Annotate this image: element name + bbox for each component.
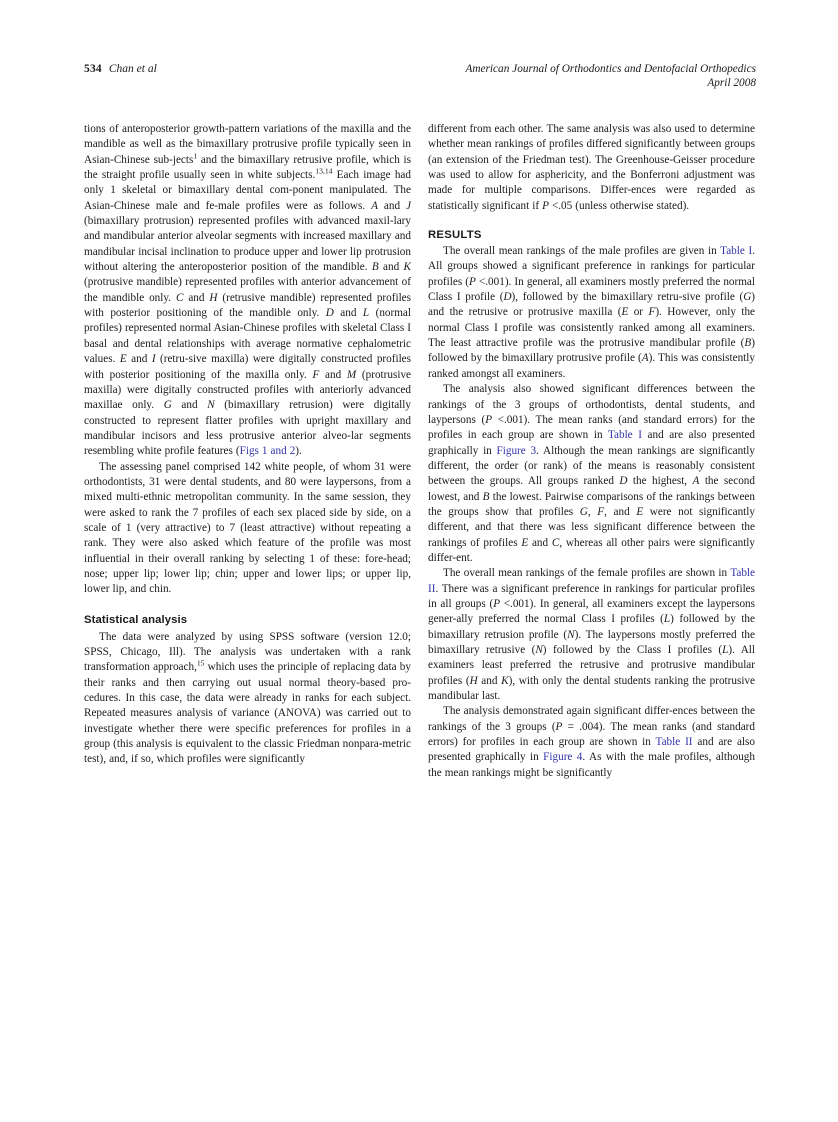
paragraph-group-differences-female bbox=[428, 704, 755, 781]
text-run: ). bbox=[295, 445, 302, 458]
table-link-table-1[interactable]: Table I bbox=[607, 429, 642, 442]
text-run: and are also presented graphically in bbox=[428, 429, 755, 457]
profile-label-M: M bbox=[346, 368, 357, 381]
text-run: and bbox=[378, 261, 404, 274]
text-run: , whereas all other pairs were significantly differ-ent. bbox=[428, 536, 756, 564]
profile-label-F: F bbox=[312, 368, 320, 381]
profile-label-G: G bbox=[743, 291, 752, 304]
profile-label-D: D bbox=[503, 291, 512, 304]
profile-label-L: L bbox=[722, 644, 729, 656]
section-heading-results: RESULTS bbox=[428, 229, 482, 242]
text-run: The overall mean rankings of the female profiles are shown in bbox=[443, 567, 731, 580]
text-run: (retru-sive maxilla) were digitally constructed profiles with posterior positioning of the maxilla only. bbox=[84, 353, 412, 381]
text-run: (protrusive mandible) represented profiles with anterior advancement of the mandible only. bbox=[84, 276, 411, 304]
text-run: <.001). In general, all examiners mostly preferred the normal Class I profile ( bbox=[428, 275, 756, 304]
subheading-statistical-analysis: Statistical analysis bbox=[84, 613, 188, 626]
profile-label-F: F bbox=[648, 306, 656, 319]
text-run: ). All examiners least preferred the retrusive and protrusive mandibular profiles ( bbox=[428, 644, 755, 687]
text-run: = .004). The mean ranks (and standard errors) for profiles in each group are shown in bbox=[428, 720, 755, 749]
profile-label-E: E bbox=[621, 306, 629, 319]
journal-title: American Journal of Orthodontics and Dentofacial Orthopedics bbox=[465, 63, 756, 75]
profile-label-N: N bbox=[207, 399, 215, 412]
text-run: . As with the male profiles, although the mean rankings might be significantly bbox=[428, 751, 755, 779]
paragraph-spss-methods bbox=[84, 630, 411, 768]
profile-label-D: D bbox=[619, 475, 628, 488]
paragraph-female-rankings bbox=[428, 566, 755, 704]
text-run: , and bbox=[604, 505, 637, 518]
profile-label-B: B bbox=[371, 261, 379, 274]
profile-label-H: H bbox=[209, 291, 218, 304]
running-head-authors: Chan et al bbox=[108, 63, 157, 75]
profile-label-C: C bbox=[175, 291, 184, 304]
text-run: (protrusive maxilla) were digitally constructed profiles with anteriorly advanced maxillae only. bbox=[84, 368, 411, 412]
text-run: and bbox=[528, 536, 552, 549]
text-run: and bbox=[477, 674, 502, 687]
profile-label-K: K bbox=[403, 261, 411, 274]
text-run: ), followed by the bimaxillary retru-sive profile ( bbox=[511, 291, 744, 304]
text-run: <.001). The mean ranks (and standard errors) for the profiles in each group are shown in bbox=[428, 413, 756, 442]
text-run: and are also presented graphically in bbox=[428, 736, 755, 764]
text-run: the lowest. Pairwise comparisons of the rankings between the groups show that profiles bbox=[428, 490, 755, 518]
text-run: ). However, only the normal Class I profile was consistently ranked among all examiners. The least attractive profile was the protrusive mandibular profile ( bbox=[428, 306, 756, 350]
text-run: Each image had only 1 skeletal or bimaxillary dental com-ponent manipulated. The Asian-Chinese male and fe-male profiles were as follows. bbox=[84, 169, 411, 212]
right-column bbox=[428, 122, 755, 781]
text-run: (bimaxillary retrusion) were digitally constructed to represent flatter profiles with upright maxillary and mandibular incisors and less protrusive anterior alveo-lar segments resembling white profile features ( bbox=[84, 399, 411, 458]
text-run: the second lowest, and bbox=[428, 475, 755, 503]
text-run: and bbox=[377, 199, 407, 212]
profile-label-C: C bbox=[551, 536, 560, 549]
profile-label-G: G bbox=[163, 399, 172, 412]
text-run: The analysis also showed significant differences between the rankings of the 3 groups of orthodontists, dental students, and laypersons ( bbox=[428, 383, 755, 426]
profile-label-E: E bbox=[521, 536, 529, 549]
profile-label-I: I bbox=[151, 353, 156, 366]
profile-label-B: B bbox=[482, 490, 490, 503]
two-column-body bbox=[84, 122, 756, 781]
reference-number: 15 bbox=[196, 658, 205, 668]
text-run: . There was a significant preference in rankings for particular profiles in all groups ( bbox=[428, 582, 755, 610]
paragraph-profiles-description bbox=[84, 122, 411, 460]
profile-label-L: L bbox=[663, 613, 671, 626]
text-run: The data were analyzed by using SPSS software (version 12.0; SPSS, Chicago, Ill). The analysis was undertaken with a rank transformation approach, bbox=[84, 630, 411, 674]
figure-link-figs-1-2[interactable]: Figs 1 and 2 bbox=[239, 445, 296, 458]
profile-label-E: E bbox=[119, 353, 127, 366]
paragraph-assessing-panel: The assessing panel comprised 142 white people, of whom 31 were orthodontists, 31 were dental students, and 80 were laypersons, from a mixed multi-ethnic metropolitan community. In the same session, they were asked to rank the 7 profiles of each sex placed side by side, on a scale of 1 (very attractive) to 7 (least attractive) without repeating a rank. They were also asked which feature of the profile was most influential in their overall ranking by selecting 1 of these: fore-head; nose; upper lip; lower lip; chin; upper and lower lips; or upper lip, lower lip, and chin. bbox=[84, 460, 411, 596]
text-run: , bbox=[587, 505, 598, 518]
text-run: The overall mean rankings of the male profiles are given in bbox=[443, 245, 721, 258]
profile-label-K: K bbox=[501, 674, 509, 687]
text-run: ), with only the dental students ranking the protrusive mandibular last. bbox=[428, 674, 755, 703]
profile-label-J: J bbox=[406, 199, 411, 212]
text-run: ) followed by the bimaxillary protrusive profile ( bbox=[428, 337, 755, 365]
running-head-left bbox=[84, 62, 157, 76]
profile-label-F: F bbox=[597, 505, 605, 518]
text-run: and bbox=[183, 291, 210, 304]
figure-link-figure-4[interactable]: Figure 4 bbox=[543, 751, 583, 764]
profile-label-E: E bbox=[636, 505, 644, 518]
statistic-symbol-P: P bbox=[542, 199, 549, 212]
figure-link-figure-3[interactable]: Figure 3 bbox=[496, 444, 537, 457]
text-run: <.05 (unless otherwise stated). bbox=[548, 199, 690, 212]
paragraph-statistical-continued bbox=[428, 122, 755, 214]
issue-date: April 2008 bbox=[707, 77, 756, 89]
text-run: and bbox=[333, 307, 363, 320]
text-run: tions of anteroposterior growth-pattern variations of the maxilla and the mandible as well as the bimaxillary protrusive profile typically seen in Asian-Chinese sub-jects bbox=[84, 123, 411, 166]
text-run: <.001). In general, all examiners except the laypersons gener-ally preferred the normal Class I profiles ( bbox=[428, 597, 755, 626]
text-run: (normal profiles) represented normal Asian-Chinese profiles with skeletal Class I basal and dental relationships with average normative cephalometric values. bbox=[84, 307, 412, 366]
page-number: 534 bbox=[84, 63, 102, 75]
text-run: different from each other. The same analysis was also used to determine whether mean rankings of profiles differed significantly between groups (an extension of the Friedman test). The Greenhouse-Geisser procedure was used to allow for asphericity, and the Bonferroni adjustment was made for multiple comparisons. Differ-ences were regarded as statistically significant if bbox=[428, 123, 755, 212]
text-run: The analysis demonstrated again significant differ-ences between the rankings of the 3 groups ( bbox=[428, 705, 755, 733]
text-run: (retrusive mandible) represented profiles with posterior positioning of the mandible only. bbox=[84, 291, 411, 320]
text-run: and bbox=[126, 353, 152, 366]
profile-label-L: L bbox=[362, 307, 370, 320]
text-run: or bbox=[628, 306, 649, 319]
text-run: and the bimaxillary retrusive profile, which is the straight profile usually seen in white subjects. bbox=[84, 153, 411, 182]
text-run: and bbox=[171, 399, 208, 412]
text-run: ) followed by the bimaxillary retrusion profile ( bbox=[428, 613, 755, 641]
profile-label-N: N bbox=[567, 628, 575, 641]
text-run: were not significantly different, and that there was less significant difference between the rankings of profiles bbox=[428, 505, 755, 549]
text-run: (bimaxillary protrusion) represented profiles with advanced maxil-lary and mandibular anterior alveolar segments with increased maxillary and mandibular incisal inclination to produce upper and lower lip protrusion without altering the anteroposterior position of the mandible. bbox=[84, 215, 411, 274]
profile-label-A: A bbox=[641, 352, 649, 365]
text-run: and bbox=[319, 368, 347, 381]
text-run: ) followed by the Class I profiles ( bbox=[542, 644, 723, 656]
profile-label-G: G bbox=[579, 505, 588, 518]
text-run: . Although the mean rankings are significantly different, the order (or rank) of the means is reasonably consistent between the groups. All groups ranked bbox=[428, 444, 755, 488]
reference-marker[interactable] bbox=[315, 166, 332, 175]
statistic-symbol-P: P bbox=[555, 720, 563, 733]
reference-number: 1 bbox=[193, 150, 198, 160]
running-head bbox=[84, 62, 756, 90]
statistic-symbol-P: P bbox=[493, 597, 501, 610]
text-run: ). The laypersons mostly preferred the bimaxillary retrusive ( bbox=[428, 628, 755, 656]
statistic-symbol-P: P bbox=[485, 413, 493, 426]
profile-label-N: N bbox=[535, 644, 543, 656]
profile-label-A: A bbox=[371, 199, 378, 212]
text-run: ) and the retrusive or protrusive maxilla ( bbox=[428, 291, 756, 319]
paragraph-group-differences-male bbox=[428, 382, 755, 566]
text-run: which uses the principle of replacing data by their ranks and then carrying out usual normal theory-based pro-cedures. In this case, the data were already in ranks for each subject. Repeated measures analysis of variance (ANOVA) was carried out to investigate whether there were specific preferences for profiles in a group (this analysis is equivalent to the classic Friedman nonpara-metric test), and, if so, which profiles were significantly bbox=[84, 661, 411, 766]
text-run: ). This was consistently ranked amongst all examiners. bbox=[428, 352, 755, 380]
table-link-table-2[interactable]: Table II bbox=[428, 567, 755, 595]
reference-number: 13,14 bbox=[315, 166, 333, 176]
profile-label-A: A bbox=[692, 475, 700, 488]
profile-label-B: B bbox=[744, 337, 752, 350]
table-link-table-2[interactable]: Table II bbox=[655, 736, 693, 749]
text-run: . All groups showed a significant preference in rankings for particular profiles ( bbox=[428, 245, 756, 288]
profile-label-D: D bbox=[325, 307, 334, 320]
paragraph-male-rankings bbox=[428, 244, 755, 382]
statistic-symbol-P: P bbox=[469, 275, 476, 288]
running-head-right bbox=[465, 62, 756, 90]
table-link-table-1[interactable]: Table I bbox=[720, 245, 753, 258]
text-run: the highest, bbox=[627, 475, 693, 488]
left-column bbox=[84, 122, 411, 781]
profile-label-H: H bbox=[469, 674, 478, 687]
